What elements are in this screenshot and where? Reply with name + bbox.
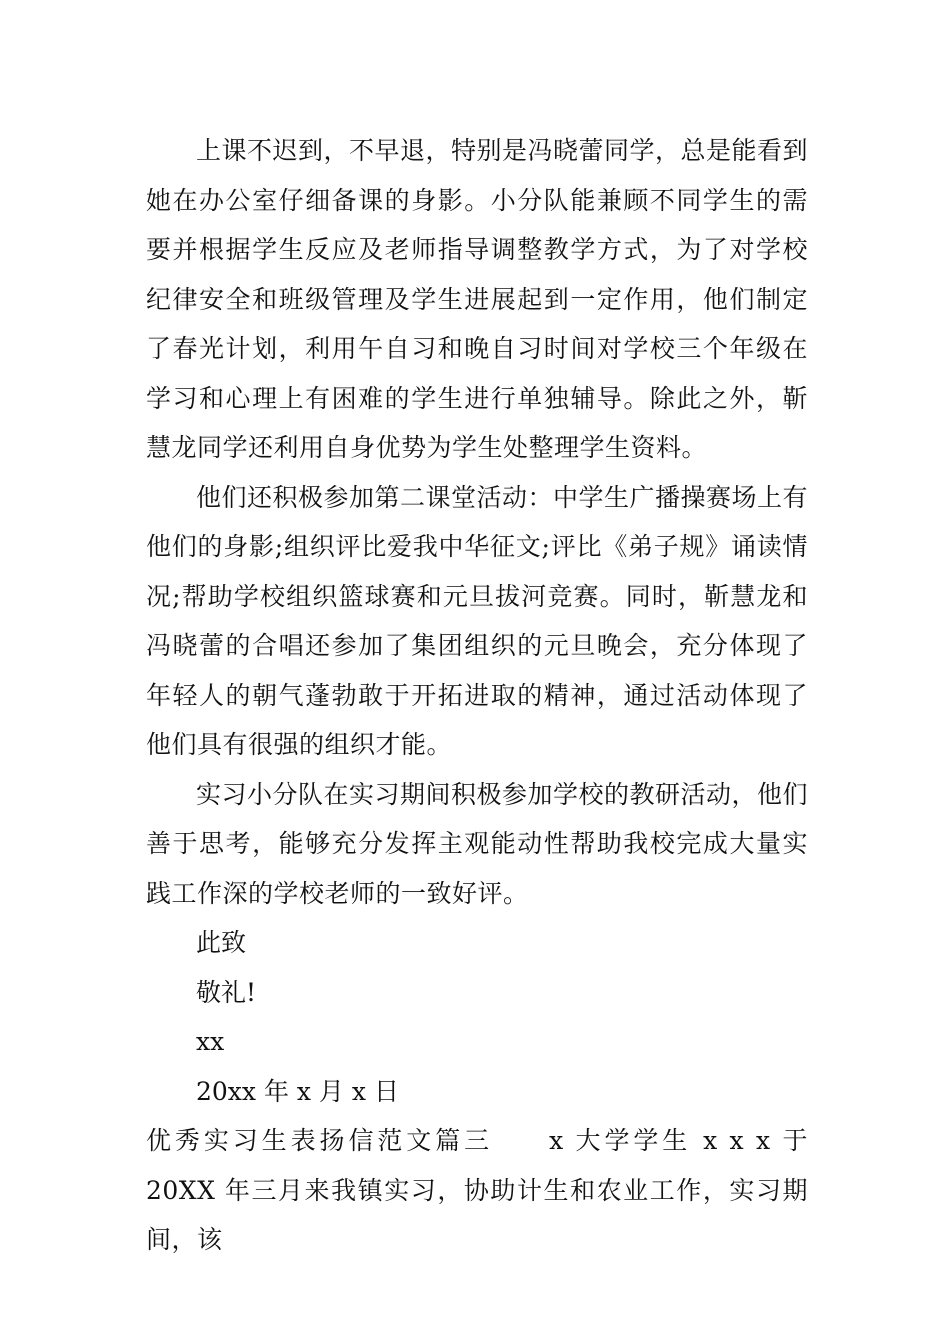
letter-date: 20xx 年 x 月 x 日 xyxy=(196,1076,399,1106)
document-body xyxy=(146,126,808,1265)
paragraph-2: 他们还积极参加第二课堂活动：中学生广播操赛场上有他们的身影;组织评比爱我中华征文;评比《弟子规》诵读情况;帮助学校组织篮球赛和元旦拔河竞赛。同时，靳慧龙和冯晓蕾的合唱还参加了集团组织的元旦晚会，充分体现了年轻人的朝气蓬勃敢于开拓进取的精神，通过活动体现了他们具有很强的组织才能。 xyxy=(146,482,809,759)
section-text: x 大学学生 x x x 于 20XX 年三月来我镇实习，协助计生和农业工作，实习期间，该 xyxy=(146,1126,808,1254)
section-title: 优秀实习生表扬信范文篇三 xyxy=(146,1126,494,1155)
signature: xx xyxy=(196,1027,225,1056)
paragraph-3: 实习小分队在实习期间积极参加学校的教研活动，他们善于思考，能够充分发挥主观能动性帮助我校完成大量实践工作深的学校老师的一致好评。 xyxy=(146,779,809,908)
closing-salutation: 此致 xyxy=(196,928,247,957)
paragraph-1: 上课不迟到，不早退，特别是冯晓蕾同学，总是能看到她在办公室仔细备课的身影。小分队能兼顾不同学生的需要并根据学生反应及老师指导调整教学方式，为了对学校纪律安全和班级管理及学生进展起到一定作用，他们制定了春光计划，利用午自习和晚自习时间对学校三个年级在学习和心理上有困难的学生进行单独辅导。除此之外，靳慧龙同学还利用自身优势为学生处整理学生资料。 xyxy=(146,136,809,462)
next-section xyxy=(146,1116,808,1265)
closing-respect: 敬礼! xyxy=(196,977,257,1007)
